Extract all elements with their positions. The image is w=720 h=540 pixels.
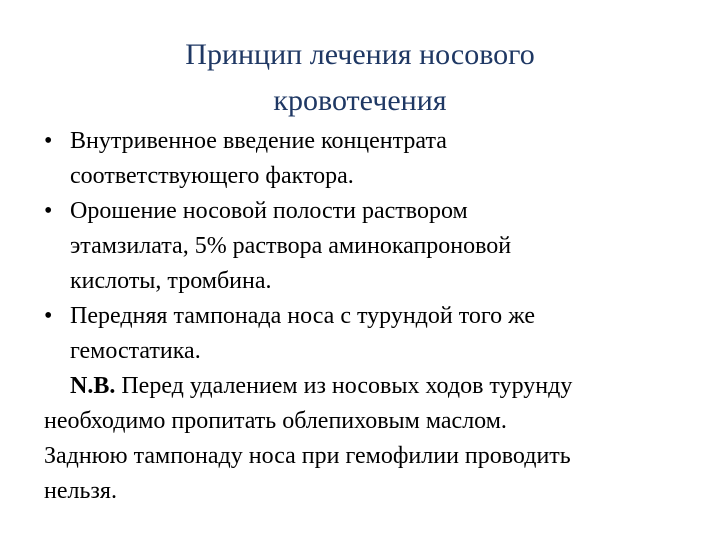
bullet-icon: • (44, 198, 53, 224)
bullet-line: соответствующего фактора. (70, 163, 354, 189)
nb-line-2: необходимо пропитать облепиховым маслом. (44, 408, 507, 434)
bullet-item-anterior-tamponade (44, 299, 694, 369)
bullet-line: этамзилата, 5% раствора аминокапроновой (70, 233, 512, 259)
slide-title (60, 32, 660, 124)
bullet-list (44, 124, 694, 369)
bullet-line: кислоты, тромбина. (70, 268, 272, 294)
nb-line-1 (44, 369, 694, 404)
slide-title-line-1: Принцип лечения носового (185, 38, 535, 71)
bullet-icon: • (44, 128, 53, 154)
bullet-line: Орошение носовой полости раствором (70, 198, 468, 224)
bullet-text (70, 194, 694, 299)
nb-line-1-text: Перед удалением из носовых ходов турунду (115, 373, 573, 399)
bullet-line: гемостатика. (70, 338, 201, 364)
nb-note (44, 369, 694, 509)
bullet-line: Передняя тампонада носа с турундой того же (70, 303, 536, 329)
bullet-item-irrigation (44, 194, 694, 299)
nb-line-4: нельзя. (44, 478, 117, 504)
slide-title-line-2: кровотечения (273, 84, 447, 117)
bullet-item-iv-infusion (44, 124, 694, 194)
bullet-text (70, 299, 694, 369)
bullet-text (70, 124, 694, 194)
bullet-icon: • (44, 303, 53, 329)
bullet-line: Внутривенное введение концентрата (70, 128, 447, 154)
nb-label: N.B. (70, 373, 116, 399)
nb-line-3: Заднюю тампонаду носа при гемофилии проводить (44, 443, 571, 469)
